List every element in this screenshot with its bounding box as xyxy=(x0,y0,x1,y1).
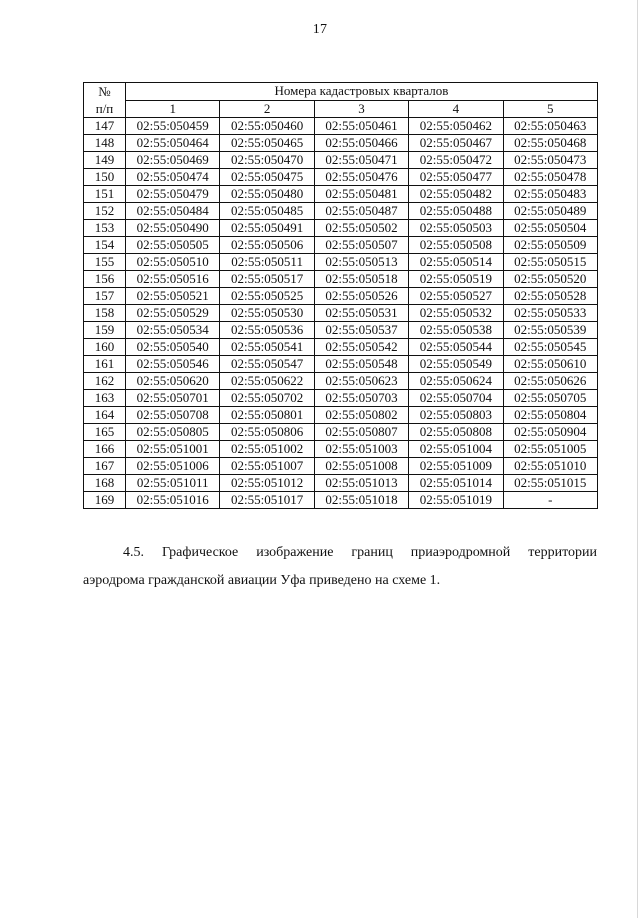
cadastral-number-cell: 02:55:050521 xyxy=(126,288,220,305)
table-row xyxy=(84,186,598,203)
column-number-header: 5 xyxy=(503,100,597,118)
cadastral-number-cell: 02:55:051002 xyxy=(220,441,314,458)
row-number-cell: 159 xyxy=(84,322,126,339)
cadastral-number-cell: 02:55:050488 xyxy=(409,203,503,220)
table-row xyxy=(84,492,598,509)
cadastral-number-cell: 02:55:050542 xyxy=(314,339,408,356)
cadastral-number-cell: 02:55:050540 xyxy=(126,339,220,356)
cadastral-number-cell: 02:55:050626 xyxy=(503,373,597,390)
cadastral-number-cell: 02:55:050520 xyxy=(503,271,597,288)
row-number-cell: 152 xyxy=(84,203,126,220)
row-number-cell: 163 xyxy=(84,390,126,407)
cadastral-number-cell: 02:55:050509 xyxy=(503,237,597,254)
table-body xyxy=(84,118,598,509)
cadastral-number-cell: 02:55:050704 xyxy=(409,390,503,407)
cadastral-number-cell: 02:55:050808 xyxy=(409,424,503,441)
row-number-cell: 167 xyxy=(84,458,126,475)
cadastral-numbers-header: Номера кадастровых кварталов xyxy=(126,83,598,101)
table-row xyxy=(84,203,598,220)
cadastral-number-cell: 02:55:050539 xyxy=(503,322,597,339)
row-number-cell: 148 xyxy=(84,135,126,152)
row-number-cell: 147 xyxy=(84,118,126,135)
table-row xyxy=(84,475,598,492)
cadastral-number-cell: 02:55:050504 xyxy=(503,220,597,237)
cadastral-number-cell: 02:55:050487 xyxy=(314,203,408,220)
table-row xyxy=(84,373,598,390)
cadastral-number-cell: 02:55:050472 xyxy=(409,152,503,169)
cadastral-number-cell: 02:55:050515 xyxy=(503,254,597,271)
cadastral-number-cell: 02:55:050475 xyxy=(220,169,314,186)
cadastral-number-cell: 02:55:050623 xyxy=(314,373,408,390)
cadastral-number-cell: 02:55:050502 xyxy=(314,220,408,237)
page-edge-line xyxy=(637,0,638,918)
cadastral-number-cell: 02:55:050462 xyxy=(409,118,503,135)
table-row xyxy=(84,458,598,475)
table-row xyxy=(84,288,598,305)
cadastral-number-cell: 02:55:050517 xyxy=(220,271,314,288)
cadastral-number-cell: 02:55:050514 xyxy=(409,254,503,271)
cadastral-number-cell: 02:55:050532 xyxy=(409,305,503,322)
table-row xyxy=(84,135,598,152)
cadastral-number-cell: 02:55:050511 xyxy=(220,254,314,271)
cadastral-number-cell: 02:55:050536 xyxy=(220,322,314,339)
cadastral-number-cell: 02:55:050806 xyxy=(220,424,314,441)
cadastral-number-cell: 02:55:051008 xyxy=(314,458,408,475)
row-number-cell: 153 xyxy=(84,220,126,237)
cadastral-number-cell: 02:55:050548 xyxy=(314,356,408,373)
table-row xyxy=(84,254,598,271)
cadastral-number-cell: 02:55:050466 xyxy=(314,135,408,152)
cadastral-number-cell: 02:55:050461 xyxy=(314,118,408,135)
column-number-header: 1 xyxy=(126,100,220,118)
cadastral-number-cell: 02:55:050490 xyxy=(126,220,220,237)
cadastral-number-cell: 02:55:050464 xyxy=(126,135,220,152)
cadastral-number-cell: 02:55:050480 xyxy=(220,186,314,203)
cadastral-number-cell: 02:55:050803 xyxy=(409,407,503,424)
row-number-cell: 160 xyxy=(84,339,126,356)
cadastral-number-cell: 02:55:050541 xyxy=(220,339,314,356)
cadastral-number-cell: 02:55:050519 xyxy=(409,271,503,288)
cadastral-number-cell: 02:55:050620 xyxy=(126,373,220,390)
table-row xyxy=(84,322,598,339)
cadastral-number-cell: 02:55:051001 xyxy=(126,441,220,458)
cadastral-number-cell: 02:55:051019 xyxy=(409,492,503,509)
cadastral-number-cell: 02:55:050513 xyxy=(314,254,408,271)
cadastral-number-cell: 02:55:050624 xyxy=(409,373,503,390)
cadastral-quarters-table xyxy=(83,82,598,509)
column-numbers-row xyxy=(84,100,598,118)
cadastral-number-cell: 02:55:050807 xyxy=(314,424,408,441)
row-number-cell: 169 xyxy=(84,492,126,509)
table-row xyxy=(84,339,598,356)
cadastral-number-cell: 02:55:050510 xyxy=(126,254,220,271)
cadastral-number-cell: 02:55:050484 xyxy=(126,203,220,220)
cadastral-number-cell: 02:55:050529 xyxy=(126,305,220,322)
row-number-cell: 151 xyxy=(84,186,126,203)
table-row xyxy=(84,441,598,458)
cadastral-number-cell: 02:55:050483 xyxy=(503,186,597,203)
cadastral-number-cell: 02:55:051010 xyxy=(503,458,597,475)
cadastral-number-cell: 02:55:050481 xyxy=(314,186,408,203)
cadastral-number-cell: 02:55:050482 xyxy=(409,186,503,203)
row-number-cell: 168 xyxy=(84,475,126,492)
row-number-header-line2: п/п xyxy=(95,101,114,116)
row-number-cell: 165 xyxy=(84,424,126,441)
row-number-cell: 154 xyxy=(84,237,126,254)
row-number-cell: 149 xyxy=(84,152,126,169)
cadastral-number-cell: 02:55:050518 xyxy=(314,271,408,288)
table-row xyxy=(84,152,598,169)
cadastral-number-cell: 02:55:050478 xyxy=(503,169,597,186)
table-row xyxy=(84,424,598,441)
column-number-header: 4 xyxy=(409,100,503,118)
table-header-row xyxy=(84,83,598,101)
cadastral-number-cell: 02:55:050525 xyxy=(220,288,314,305)
row-number-cell: 150 xyxy=(84,169,126,186)
column-number-header: 2 xyxy=(220,100,314,118)
cadastral-number-cell: - xyxy=(503,492,597,509)
cadastral-number-cell: 02:55:050705 xyxy=(503,390,597,407)
table-row xyxy=(84,271,598,288)
cadastral-number-cell: 02:55:050534 xyxy=(126,322,220,339)
cadastral-number-cell: 02:55:050527 xyxy=(409,288,503,305)
cadastral-number-cell: 02:55:050508 xyxy=(409,237,503,254)
cadastral-number-cell: 02:55:051018 xyxy=(314,492,408,509)
cadastral-number-cell: 02:55:050476 xyxy=(314,169,408,186)
cadastral-number-cell: 02:55:051003 xyxy=(314,441,408,458)
cadastral-number-cell: 02:55:051016 xyxy=(126,492,220,509)
cadastral-number-cell: 02:55:050802 xyxy=(314,407,408,424)
cadastral-number-cell: 02:55:050531 xyxy=(314,305,408,322)
cadastral-number-cell: 02:55:050507 xyxy=(314,237,408,254)
table-row xyxy=(84,220,598,237)
cadastral-number-cell: 02:55:050805 xyxy=(126,424,220,441)
row-number-cell: 156 xyxy=(84,271,126,288)
cadastral-number-cell: 02:55:050702 xyxy=(220,390,314,407)
cadastral-number-cell: 02:55:050528 xyxy=(503,288,597,305)
cadastral-number-cell: 02:55:050506 xyxy=(220,237,314,254)
cadastral-number-cell: 02:55:051013 xyxy=(314,475,408,492)
cadastral-number-cell: 02:55:051015 xyxy=(503,475,597,492)
cadastral-number-cell: 02:55:050473 xyxy=(503,152,597,169)
cadastral-number-cell: 02:55:051009 xyxy=(409,458,503,475)
cadastral-number-cell: 02:55:050537 xyxy=(314,322,408,339)
cadastral-number-cell: 02:55:050471 xyxy=(314,152,408,169)
cadastral-number-cell: 02:55:050610 xyxy=(503,356,597,373)
table-row xyxy=(84,118,598,135)
cadastral-number-cell: 02:55:050460 xyxy=(220,118,314,135)
cadastral-number-cell: 02:55:050547 xyxy=(220,356,314,373)
cadastral-number-cell: 02:55:050516 xyxy=(126,271,220,288)
cadastral-number-cell: 02:55:051007 xyxy=(220,458,314,475)
cadastral-number-cell: 02:55:050526 xyxy=(314,288,408,305)
cadastral-number-cell: 02:55:050544 xyxy=(409,339,503,356)
row-number-cell: 161 xyxy=(84,356,126,373)
cadastral-number-cell: 02:55:050463 xyxy=(503,118,597,135)
cadastral-number-cell: 02:55:050474 xyxy=(126,169,220,186)
cadastral-number-cell: 02:55:050701 xyxy=(126,390,220,407)
table-row xyxy=(84,407,598,424)
page-number: 17 xyxy=(312,22,328,37)
cadastral-number-cell: 02:55:050469 xyxy=(126,152,220,169)
cadastral-number-cell: 02:55:050503 xyxy=(409,220,503,237)
cadastral-number-cell: 02:55:050708 xyxy=(126,407,220,424)
paragraph-line-1: 4.5. Графическое изображение границ приаэродромной территории xyxy=(123,545,597,560)
row-number-header-line1: № xyxy=(98,84,111,99)
table-row xyxy=(84,356,598,373)
cadastral-number-cell: 02:55:050546 xyxy=(126,356,220,373)
cadastral-number-cell: 02:55:050479 xyxy=(126,186,220,203)
row-number-cell: 157 xyxy=(84,288,126,305)
cadastral-number-cell: 02:55:050533 xyxy=(503,305,597,322)
cadastral-number-cell: 02:55:050801 xyxy=(220,407,314,424)
cadastral-number-cell: 02:55:050703 xyxy=(314,390,408,407)
cadastral-number-cell: 02:55:050804 xyxy=(503,407,597,424)
cadastral-number-cell: 02:55:051006 xyxy=(126,458,220,475)
cadastral-number-cell: 02:55:050505 xyxy=(126,237,220,254)
cadastral-number-cell: 02:55:050545 xyxy=(503,339,597,356)
cadastral-number-cell: 02:55:050549 xyxy=(409,356,503,373)
cadastral-number-cell: 02:55:050904 xyxy=(503,424,597,441)
cadastral-number-cell: 02:55:051014 xyxy=(409,475,503,492)
cadastral-number-cell: 02:55:050468 xyxy=(503,135,597,152)
paragraph-line-2: аэродрома гражданской авиации Уфа приведено на схеме 1. xyxy=(83,573,441,588)
table-row xyxy=(84,305,598,322)
cadastral-number-cell: 02:55:051004 xyxy=(409,441,503,458)
table-row xyxy=(84,390,598,407)
row-number-cell: 158 xyxy=(84,305,126,322)
cadastral-number-cell: 02:55:051005 xyxy=(503,441,597,458)
cadastral-number-cell: 02:55:051011 xyxy=(126,475,220,492)
cadastral-number-cell: 02:55:050622 xyxy=(220,373,314,390)
row-number-cell: 164 xyxy=(84,407,126,424)
cadastral-number-cell: 02:55:050470 xyxy=(220,152,314,169)
cadastral-number-cell: 02:55:050530 xyxy=(220,305,314,322)
row-number-cell: 166 xyxy=(84,441,126,458)
cadastral-number-cell: 02:55:050489 xyxy=(503,203,597,220)
cadastral-number-cell: 02:55:051017 xyxy=(220,492,314,509)
column-number-header: 3 xyxy=(314,100,408,118)
cadastral-number-cell: 02:55:050477 xyxy=(409,169,503,186)
row-number-cell: 155 xyxy=(84,254,126,271)
cadastral-number-cell: 02:55:050485 xyxy=(220,203,314,220)
cadastral-number-cell: 02:55:051012 xyxy=(220,475,314,492)
row-number-cell: 162 xyxy=(84,373,126,390)
cadastral-number-cell: 02:55:050538 xyxy=(409,322,503,339)
table-row xyxy=(84,237,598,254)
row-number-header xyxy=(84,83,126,118)
cadastral-number-cell: 02:55:050465 xyxy=(220,135,314,152)
cadastral-number-cell: 02:55:050467 xyxy=(409,135,503,152)
cadastral-number-cell: 02:55:050459 xyxy=(126,118,220,135)
table-row xyxy=(84,169,598,186)
cadastral-number-cell: 02:55:050491 xyxy=(220,220,314,237)
